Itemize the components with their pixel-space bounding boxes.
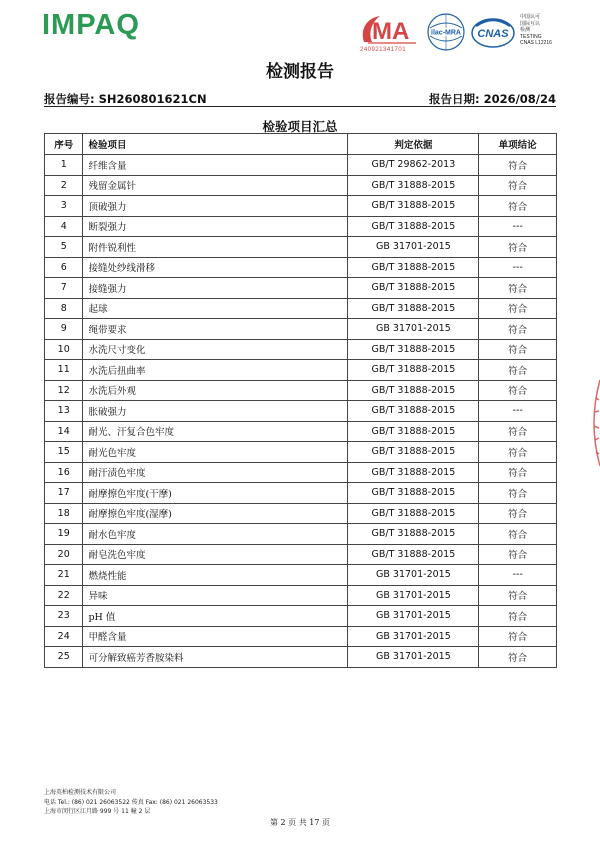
row-result: 符合 (479, 421, 557, 442)
red-seal-stamp (584, 378, 600, 468)
row-number: 21 (45, 565, 83, 586)
cnas-accreditation-text (520, 14, 552, 47)
row-number: 9 (45, 319, 83, 340)
row-number: 23 (45, 606, 83, 627)
table-row (45, 175, 557, 196)
footer-contact (44, 788, 218, 817)
table-row (45, 155, 557, 176)
report-number: 报告编号: SH260801621CN (44, 92, 207, 106)
table-row (45, 278, 557, 299)
row-standard: GB 31701-2015 (348, 237, 479, 258)
table-row (45, 524, 557, 545)
row-number: 22 (45, 585, 83, 606)
row-number: 12 (45, 380, 83, 401)
row-number: 20 (45, 544, 83, 565)
row-number: 7 (45, 278, 83, 299)
row-standard: GB 31701-2015 (348, 565, 479, 586)
row-number: 2 (45, 175, 83, 196)
row-standard: GB/T 31888-2015 (348, 380, 479, 401)
row-item: 水洗后外观 (83, 380, 348, 401)
row-result: 符合 (479, 175, 557, 196)
cnas-logo-text: CNAS (477, 28, 509, 40)
row-number: 13 (45, 401, 83, 422)
table-row (45, 483, 557, 504)
cnas-logo-icon (470, 16, 516, 50)
row-standard: GB/T 31888-2015 (348, 462, 479, 483)
footer-phone: 电话 Tel.: (86) 021 26063522 传真 Fax: (86) 021 26063533 (44, 798, 218, 806)
row-item: 起球 (83, 298, 348, 319)
row-item: 耐摩擦色牢度(干摩) (83, 483, 348, 504)
table-row (45, 503, 557, 524)
row-item: 水洗尺寸变化 (83, 339, 348, 360)
cnas-line: TESTING (520, 33, 542, 40)
row-result: 符合 (479, 483, 557, 504)
row-number: 16 (45, 462, 83, 483)
row-item: 接缝处纱线滑移 (83, 257, 348, 278)
table-row (45, 216, 557, 237)
table-title: 检验项目汇总 (262, 119, 338, 134)
row-standard: GB/T 31888-2015 (348, 442, 479, 463)
row-standard: GB/T 31888-2015 (348, 298, 479, 319)
row-number: 14 (45, 421, 83, 442)
svg-text:MA: MA (372, 18, 410, 45)
row-item: 耐光、汗复合色牢度 (83, 421, 348, 442)
inspection-summary-table (44, 133, 557, 668)
table-row (45, 380, 557, 401)
row-item: 可分解致癌芳香胺染料 (83, 647, 348, 668)
table-row (45, 565, 557, 586)
row-result: --- (479, 216, 557, 237)
row-standard: GB/T 31888-2015 (348, 257, 479, 278)
row-result: 符合 (479, 524, 557, 545)
row-number: 4 (45, 216, 83, 237)
row-standard: GB/T 31888-2015 (348, 421, 479, 442)
row-standard: GB/T 31888-2015 (348, 196, 479, 217)
cnas-line: 国际互认 (520, 20, 541, 27)
row-item: pH 值 (83, 606, 348, 627)
row-result: 符合 (479, 339, 557, 360)
row-result: 符合 (479, 237, 557, 258)
row-result: 符合 (479, 626, 557, 647)
company-logo: IMPAQ (42, 9, 140, 41)
row-result: 符合 (479, 442, 557, 463)
table-row (45, 319, 557, 340)
row-standard: GB/T 31888-2015 (348, 503, 479, 524)
row-standard: GB/T 31888-2015 (348, 483, 479, 504)
table-row (45, 585, 557, 606)
row-number: 5 (45, 237, 83, 258)
row-standard: GB 31701-2015 (348, 606, 479, 627)
header-standard: 判定依据 (348, 134, 479, 155)
row-result: 符合 (479, 155, 557, 176)
page-number: 第 2 页 共 17 页 (270, 818, 330, 827)
row-standard: GB/T 31888-2015 (348, 524, 479, 545)
row-number: 18 (45, 503, 83, 524)
table-row (45, 626, 557, 647)
table-row (45, 544, 557, 565)
certification-marks (358, 10, 578, 56)
cnas-line: 中国认可 (520, 14, 541, 20)
table-row (45, 462, 557, 483)
row-number: 10 (45, 339, 83, 360)
row-item: 顶破强力 (83, 196, 348, 217)
report-title: 检测报告 (266, 62, 334, 82)
row-number: 17 (45, 483, 83, 504)
row-item: 附件锐利性 (83, 237, 348, 258)
table-row (45, 237, 557, 258)
row-standard: GB 31701-2015 (348, 585, 479, 606)
row-standard: GB/T 31888-2015 (348, 216, 479, 237)
cma-number: 240921341701 (360, 47, 407, 53)
row-result: 符合 (479, 319, 557, 340)
row-item: 纤维含量 (83, 155, 348, 176)
ilac-text: ilac-MRA (431, 29, 461, 37)
row-item: 接缝强力 (83, 278, 348, 299)
header-result: 单项结论 (479, 134, 557, 155)
row-result: 符合 (479, 380, 557, 401)
row-number: 6 (45, 257, 83, 278)
row-standard: GB/T 31888-2015 (348, 544, 479, 565)
table-header-row (45, 134, 557, 155)
cnas-line: 检测 (520, 27, 531, 33)
row-item: 耐摩擦色牢度(湿摩) (83, 503, 348, 524)
row-item: 残留金属针 (83, 175, 348, 196)
row-result: 符合 (479, 585, 557, 606)
table-row (45, 421, 557, 442)
row-result: --- (479, 401, 557, 422)
row-number: 24 (45, 626, 83, 647)
table-row (45, 647, 557, 668)
row-standard: GB/T 29862-2013 (348, 155, 479, 176)
row-item: 绳带要求 (83, 319, 348, 340)
footer-address: 上海市闵行区江月路 999 号 11 幢 2 层 (44, 808, 151, 815)
header-no: 序号 (45, 134, 83, 155)
header-divider (44, 106, 556, 107)
cnas-line: CNAS L12216 (520, 40, 552, 46)
row-item: 耐水色牢度 (83, 524, 348, 545)
row-result: 符合 (479, 298, 557, 319)
row-number: 11 (45, 360, 83, 381)
row-result: 符合 (479, 606, 557, 627)
row-item: 断裂强力 (83, 216, 348, 237)
row-number: 1 (45, 155, 83, 176)
row-item: 甲醛含量 (83, 626, 348, 647)
row-standard: GB/T 31888-2015 (348, 401, 479, 422)
row-standard: GB/T 31888-2015 (348, 339, 479, 360)
row-result: --- (479, 565, 557, 586)
row-item: 耐汗渍色牢度 (83, 462, 348, 483)
table-row (45, 196, 557, 217)
row-result: 符合 (479, 544, 557, 565)
row-item: 水洗后扭曲率 (83, 360, 348, 381)
row-standard: GB/T 31888-2015 (348, 278, 479, 299)
row-item: 胀破强力 (83, 401, 348, 422)
row-number: 19 (45, 524, 83, 545)
table-row (45, 339, 557, 360)
table-row (45, 298, 557, 319)
footer-company: 上海英柏检测技术有限公司 (44, 789, 117, 796)
row-standard: GB 31701-2015 (348, 626, 479, 647)
row-item: 燃烧性能 (83, 565, 348, 586)
row-standard: GB/T 31888-2015 (348, 360, 479, 381)
ilac-mra-icon (426, 12, 466, 52)
row-result: --- (479, 257, 557, 278)
row-item: 耐光色牢度 (83, 442, 348, 463)
row-standard: GB/T 31888-2015 (348, 175, 479, 196)
table-row (45, 257, 557, 278)
row-result: 符合 (479, 278, 557, 299)
table-row (45, 401, 557, 422)
row-item: 耐皂洗色牢度 (83, 544, 348, 565)
row-number: 25 (45, 647, 83, 668)
header-item: 检验项目 (83, 134, 348, 155)
row-result: 符合 (479, 647, 557, 668)
row-standard: GB 31701-2015 (348, 647, 479, 668)
table-row (45, 360, 557, 381)
row-result: 符合 (479, 196, 557, 217)
row-number: 15 (45, 442, 83, 463)
row-result: 符合 (479, 503, 557, 524)
cma-mark (358, 12, 422, 56)
cma-logo-icon (358, 12, 422, 46)
report-date: 报告日期: 2026/08/24 (428, 92, 556, 106)
table-row (45, 606, 557, 627)
table-row (45, 442, 557, 463)
row-standard: GB 31701-2015 (348, 319, 479, 340)
row-number: 3 (45, 196, 83, 217)
row-item: 异味 (83, 585, 348, 606)
row-result: 符合 (479, 360, 557, 381)
row-number: 8 (45, 298, 83, 319)
row-result: 符合 (479, 462, 557, 483)
